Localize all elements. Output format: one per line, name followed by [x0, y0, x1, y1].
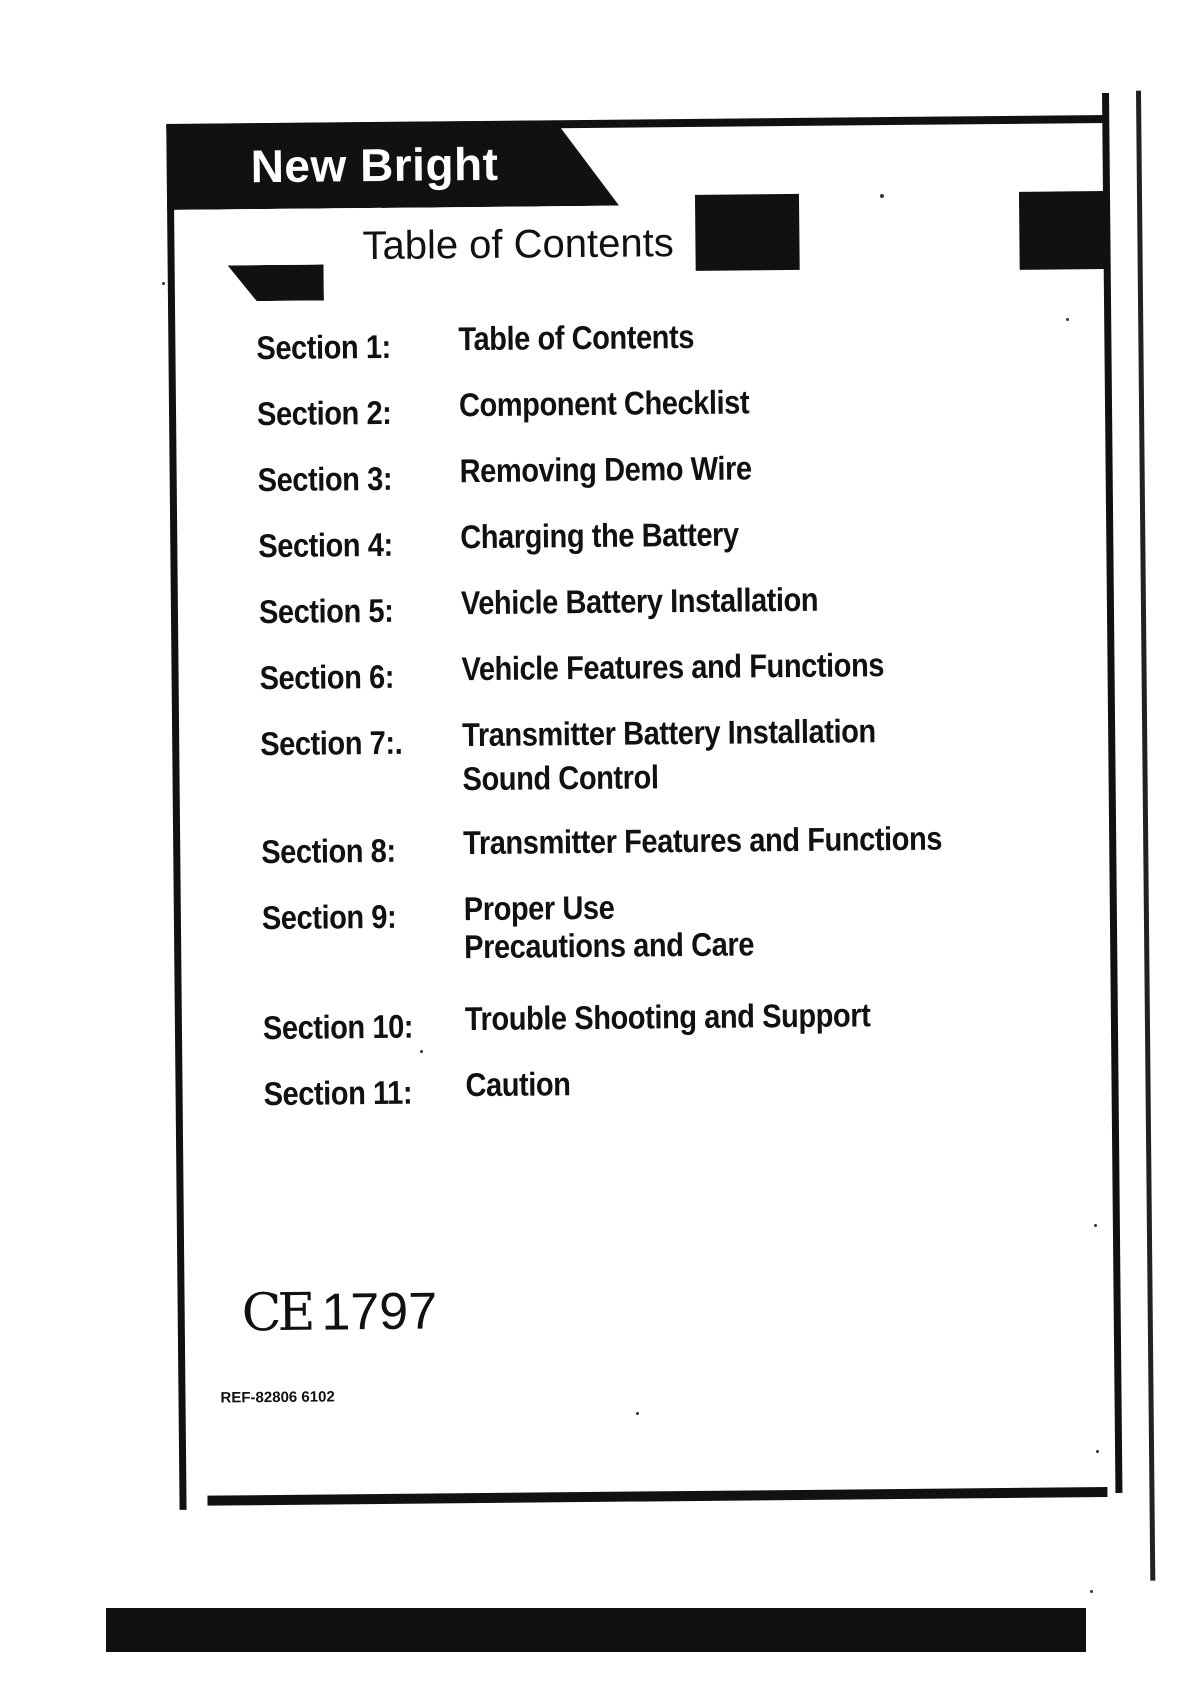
toc-row-section-4	[258, 515, 1078, 565]
reference-code: REF-82806 6102	[220, 1388, 335, 1407]
toc-list	[256, 317, 1076, 1113]
toc-row-section-11	[263, 1065, 1083, 1113]
section-label: Section 6:	[259, 657, 395, 697]
frame-border-bottom	[207, 1487, 1107, 1506]
toc-row-section-6	[259, 646, 1079, 697]
ce-number: 1797	[321, 1282, 438, 1342]
section-label: Section 7:.	[260, 723, 403, 763]
section-label: Section 3:	[257, 459, 393, 499]
decorative-wedge	[228, 264, 324, 301]
section-title: Caution	[465, 1065, 571, 1104]
scan-speck	[1096, 1450, 1099, 1453]
scan-speck	[636, 1412, 639, 1415]
toc-row-section-5	[258, 580, 1079, 631]
scan-speck	[1090, 1590, 1093, 1593]
section-title: Proper Use	[463, 888, 615, 928]
section-title: Vehicle Battery Installation	[460, 580, 819, 622]
scan-speck	[1066, 318, 1069, 321]
section-title: Removing Demo Wire	[459, 449, 752, 490]
section-title: Vehicle Features and Functions	[461, 646, 885, 688]
frame-border-left	[166, 124, 186, 1510]
section-label: Section 1:	[256, 327, 391, 367]
section-subtitle: Precautions and Care	[464, 925, 755, 966]
manual-page	[166, 87, 1122, 1510]
section-label: Section 4:	[258, 525, 393, 565]
toc-row-section-7	[260, 712, 1080, 798]
toc-row-section-2	[256, 383, 1077, 433]
scan-edge-bar	[106, 1608, 1086, 1652]
toc-row-section-8	[261, 819, 1081, 871]
ce-symbol: CE	[241, 1282, 312, 1344]
section-label: Section 9:	[261, 897, 397, 937]
page-title: Table of Contents	[362, 221, 674, 269]
scan-speck	[1094, 1224, 1097, 1227]
redaction-block-right	[1019, 191, 1106, 270]
toc-row-section-1	[256, 317, 1076, 367]
toc-row-section-9	[261, 888, 1082, 966]
section-label: Section 2:	[256, 393, 392, 433]
section-subtitle: Sound Control	[462, 758, 659, 798]
section-label: Section 10:	[262, 1007, 414, 1047]
section-label: Section 5:	[258, 591, 394, 631]
section-title: Component Checklist	[458, 383, 750, 424]
section-title: Transmitter Features and Functions	[463, 819, 943, 862]
scan-speck	[420, 1050, 423, 1053]
ce-mark	[241, 1281, 437, 1343]
section-label: Section 8:	[261, 831, 396, 871]
section-title: Trouble Shooting and Support	[464, 996, 871, 1038]
scan-speck	[880, 194, 884, 198]
toc-row-section-10	[262, 996, 1083, 1047]
brand-logo-text: New Bright	[250, 137, 499, 193]
scan-speck	[162, 282, 165, 285]
frame-border-right-outer	[1136, 91, 1155, 1581]
redaction-block	[695, 194, 800, 271]
section-title: Transmitter Battery Installation	[461, 712, 876, 754]
section-title: Charging the Battery	[460, 515, 739, 556]
section-label: Section 11:	[263, 1073, 413, 1113]
toc-row-section-3	[257, 449, 1078, 499]
section-title: Table of Contents	[458, 317, 695, 358]
frame-border-right	[1102, 93, 1122, 1493]
